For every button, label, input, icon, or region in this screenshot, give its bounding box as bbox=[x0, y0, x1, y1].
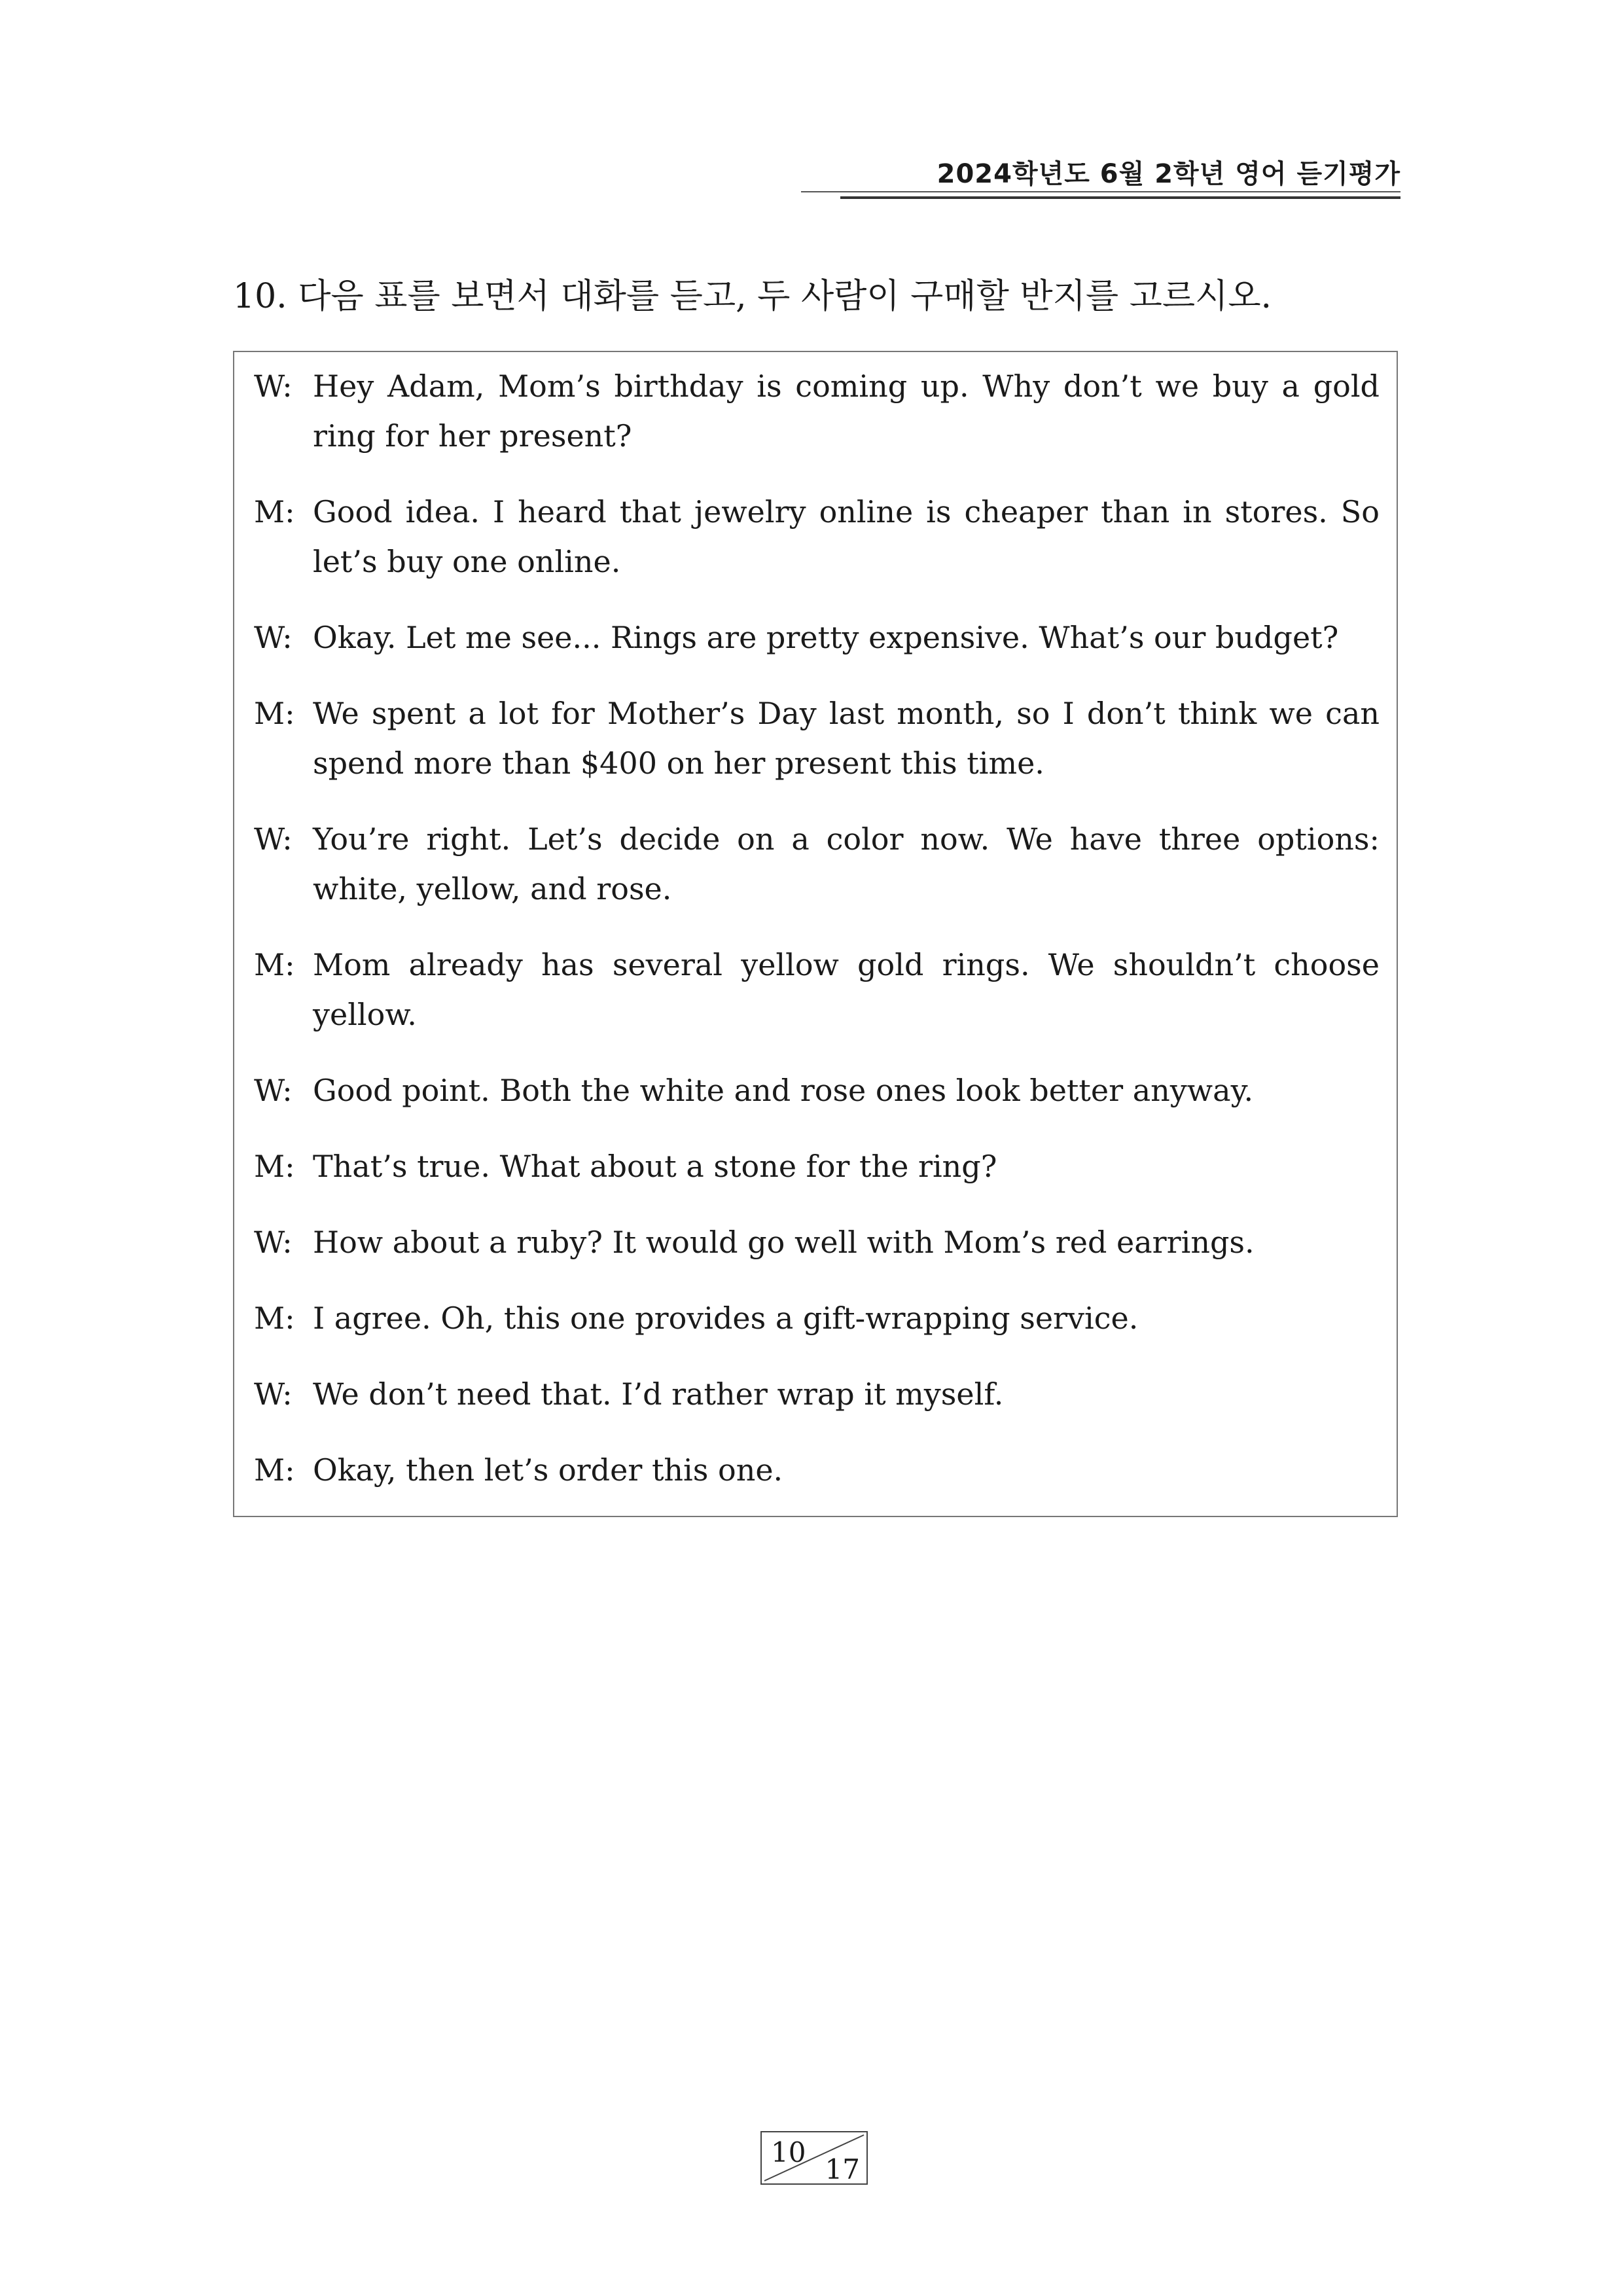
speaker-label: W: bbox=[254, 620, 293, 655]
speaker-label: W: bbox=[254, 821, 293, 857]
dialogue-line bbox=[254, 689, 1380, 788]
speaker-label: W: bbox=[254, 1225, 293, 1260]
utterance: Good point. Both the white and rose ones look better anyway. bbox=[313, 1073, 1254, 1108]
speaker-label: M: bbox=[254, 1149, 295, 1184]
dialogue-line bbox=[254, 1217, 1380, 1267]
exam-title: 2024학년도 6월 2학년 영어 듣기평가 bbox=[936, 159, 1400, 189]
speaker-label: M: bbox=[254, 494, 295, 529]
dialogue-line bbox=[254, 1066, 1380, 1115]
utterance: You’re right. Let’s decide on a color now. We have three options: white, yellow, and rose. bbox=[313, 821, 1380, 906]
dialogue-line bbox=[254, 487, 1380, 586]
dialogue-line bbox=[254, 361, 1380, 461]
speaker-label: M: bbox=[254, 1300, 295, 1336]
utterance: We don’t need that. I’d rather wrap it myself. bbox=[313, 1376, 1004, 1412]
header-rule bbox=[801, 191, 1400, 192]
utterance: Mom already has several yellow gold rings. We shouldn’t choose yellow. bbox=[313, 947, 1380, 1032]
utterance: Okay. Let me see... Rings are pretty expensive. What’s our budget? bbox=[313, 620, 1339, 655]
question-prompt: 10. 다음 표를 보면서 대화를 듣고, 두 사람이 구매할 반지를 고르시오. bbox=[233, 277, 1272, 316]
header-rule-thick bbox=[840, 196, 1400, 199]
utterance: We spent a lot for Mother’s Day last month, so I don’t think we can spend more than $400 on her present this time. bbox=[313, 696, 1380, 781]
utterance: Hey Adam, Mom’s birthday is coming up. Why don’t we buy a gold ring for her present? bbox=[313, 368, 1380, 454]
speaker-label: M: bbox=[254, 947, 295, 982]
utterance: Okay, then let’s order this one. bbox=[313, 1452, 783, 1488]
speaker-label: W: bbox=[254, 368, 293, 404]
dialogue-line bbox=[254, 1141, 1380, 1191]
utterance: I agree. Oh, this one provides a gift-wrapping service. bbox=[313, 1300, 1139, 1336]
current-page-number: 10 bbox=[771, 2136, 806, 2168]
dialogue-line bbox=[254, 940, 1380, 1039]
dialogue-line bbox=[254, 1293, 1380, 1343]
dialogue-line bbox=[254, 613, 1380, 662]
dialogue-script-box bbox=[233, 351, 1398, 1517]
speaker-label: M: bbox=[254, 1452, 295, 1488]
total-page-count: 17 bbox=[825, 2153, 860, 2185]
utterance: How about a ruby? It would go well with Mom’s red earrings. bbox=[313, 1225, 1255, 1260]
speaker-label: M: bbox=[254, 696, 295, 731]
speaker-label: W: bbox=[254, 1376, 293, 1412]
dialogue-line bbox=[254, 1369, 1380, 1419]
dialogue-line bbox=[254, 1445, 1380, 1495]
page-number-box bbox=[760, 2131, 868, 2185]
utterance: That’s true. What about a stone for the ring? bbox=[313, 1149, 997, 1184]
utterance: Good idea. I heard that jewelry online is cheaper than in stores. So let’s buy one online. bbox=[313, 494, 1380, 579]
page-header bbox=[801, 151, 1400, 198]
dialogue-line bbox=[254, 814, 1380, 914]
speaker-label: W: bbox=[254, 1073, 293, 1108]
